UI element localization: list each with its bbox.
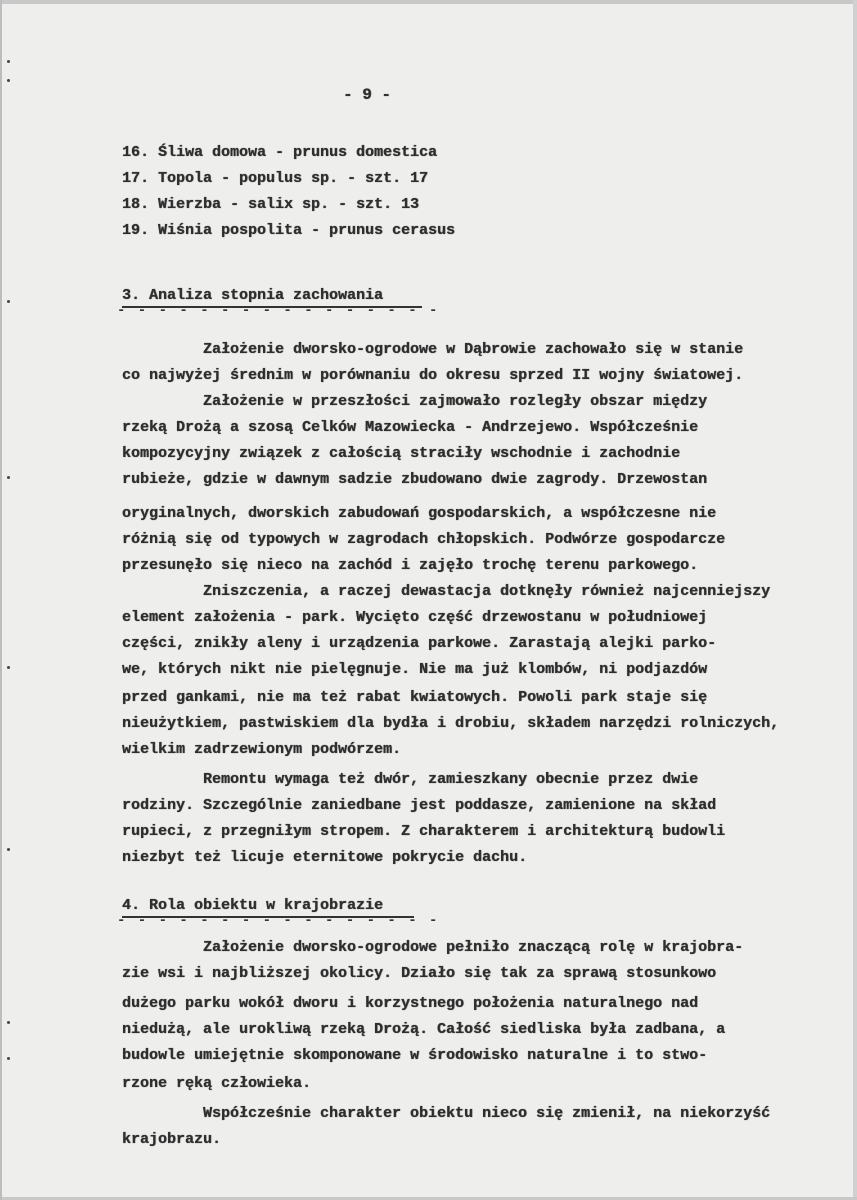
paragraph-line: Założenie dworsko-ogrodowe w Dąbrowie zachowało się w stanie <box>203 341 744 358</box>
margin-speck <box>7 300 10 303</box>
paragraph-line: Współcześnie charakter obiektu nieco się zmienił, na niekorzyść <box>203 1105 771 1122</box>
paragraph-line: części, znikły aleny i urządzenia parkowe. Zarastają alejki parko- <box>122 635 717 652</box>
margin-speck <box>7 79 10 82</box>
list-item: 17. Topola - populus sp. - szt. 17 <box>122 170 429 187</box>
page-number: - 9 - <box>343 86 392 104</box>
paragraph-line: przesunęło się nieco na zachód i zajęło trochę terenu parkowego. <box>122 557 699 574</box>
paragraph-line: rubieże, gdzie w dawnym sadzie zbudowano dwie zagrody. Drzewostan <box>122 471 708 488</box>
paragraph-line: różnią się od typowych w zagrodach chłopskich. Podwórze gospodarcze <box>122 531 726 548</box>
scan-edge-top <box>2 0 857 4</box>
margin-speck <box>7 1021 10 1024</box>
paragraph-line: co najwyżej średnim w porównaniu do okresu sprzed II wojny światowej. <box>122 367 744 384</box>
paragraph-line: Założenie w przeszłości zajmowało rozległy obszar między <box>203 393 708 410</box>
paragraph-line: kompozycyjny związek z całością straciły wschodnie i zachodnie <box>122 445 681 462</box>
paragraph-line: dużego parku wokół dworu i korzystnego położenia naturalnego nad <box>122 995 699 1012</box>
paragraph-line: krajobrazu. <box>122 1131 222 1148</box>
margin-speck <box>7 60 10 63</box>
list-item: 16. Śliwa domowa - prunus domestica <box>122 144 438 161</box>
list-item: 19. Wiśnia pospolita - prunus cerasus <box>122 222 456 239</box>
scan-edge-right <box>853 0 857 1200</box>
paragraph-line: rodziny. Szczególnie zaniedbane jest poddasze, zamienione na skład <box>122 797 717 814</box>
paragraph-line: rupieci, z przegniłym stropem. Z charakterem i architekturą budowli <box>122 823 726 840</box>
paragraph-line: przed gankami, nie ma też rabat kwiatowych. Powoli park staje się <box>122 689 708 706</box>
paragraph-line: niezbyt też licuje eternitowe pokrycie dachu. <box>122 849 528 866</box>
paragraph-line: oryginalnych, dworskich zabudowań gospodarskich, a współczesne nie <box>122 505 717 522</box>
margin-speck <box>7 848 10 851</box>
paragraph-line: we, których nikt nie pielęgnuje. Nie ma już klombów, ni podjazdów <box>122 661 708 678</box>
section-heading: 4. Rola obiektu w krajobrazie <box>122 897 384 914</box>
heading-dash-rule: - - - - - - - - - - - - - - - - <box>117 303 440 319</box>
margin-speck <box>7 666 10 669</box>
margin-speck <box>7 1057 10 1060</box>
paragraph-line: rzeką Drożą a szosą Celków Mazowiecka - Andrzejewo. Współcześnie <box>122 419 699 436</box>
paragraph-line: budowle umiejętnie skomponowane w środowisko naturalne i to stwo- <box>122 1047 708 1064</box>
heading-dash-rule: - - - - - - - - - - - - - - - - <box>117 913 440 929</box>
paragraph-line: niedużą, ale urokliwą rzeką Drożą. Całość siedliska była zadbana, a <box>122 1021 726 1038</box>
paragraph-line: rzone ręką człowieka. <box>122 1075 312 1092</box>
paragraph-line: element założenia - park. Wycięto część drzewostanu w południowej <box>122 609 708 626</box>
paragraph-line: nieużytkiem, pastwiskiem dla bydła i drobiu, składem narzędzi rolniczych, <box>122 715 780 732</box>
margin-speck <box>7 476 10 479</box>
paragraph-line: zie wsi i najbliższej okolicy. Działo się tak za sprawą stosunkowo <box>122 965 717 982</box>
paragraph-line: wielkim zadrzewionym podwórzem. <box>122 741 402 758</box>
section-heading: 3. Analiza stopnia zachowania <box>122 287 384 304</box>
paragraph-line: Remontu wymaga też dwór, zamieszkany obecnie przez dwie <box>203 771 699 788</box>
paragraph-line: Założenie dworsko-ogrodowe pełniło znaczącą rolę w krajobra- <box>203 939 744 956</box>
list-item: 18. Wierzba - salix sp. - szt. 13 <box>122 196 420 213</box>
paragraph-line: Zniszczenia, a raczej dewastacja dotknęły również najcenniejszy <box>203 583 771 600</box>
